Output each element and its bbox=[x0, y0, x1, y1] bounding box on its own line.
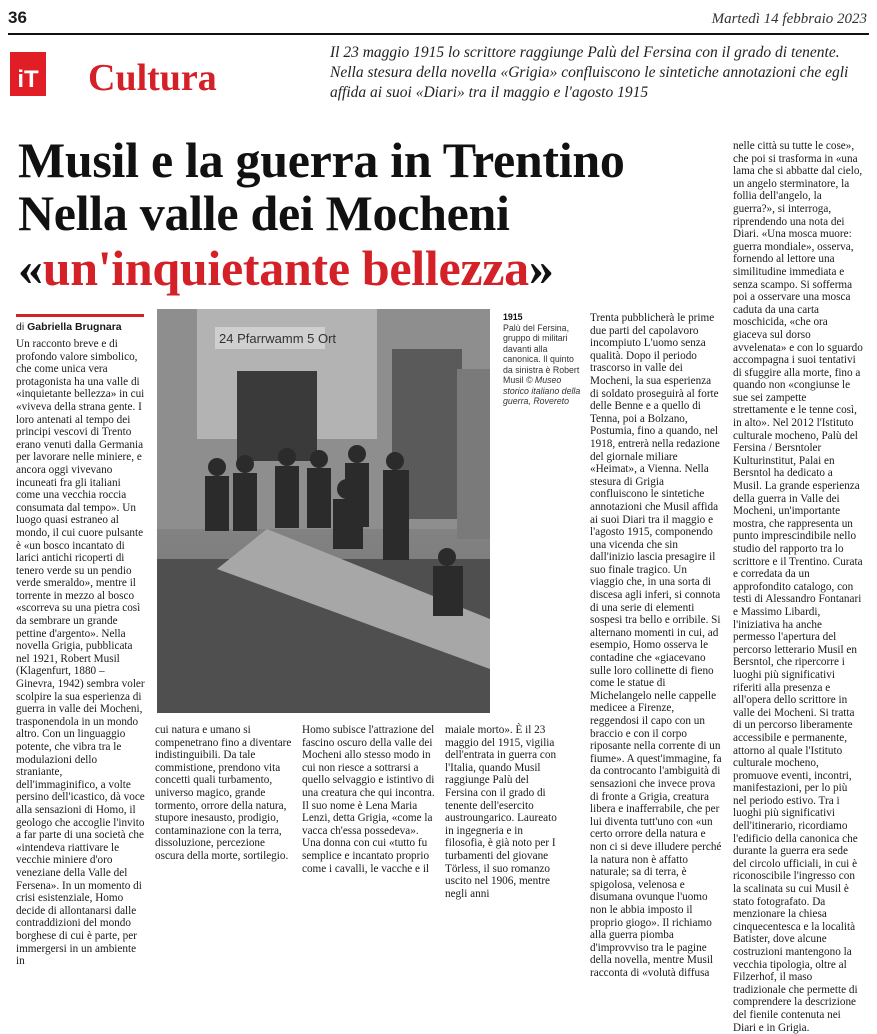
byline-prefix: di bbox=[16, 321, 25, 333]
headline-quote-close: » bbox=[528, 240, 554, 296]
historic-photo bbox=[157, 309, 490, 713]
issue-date: Martedì 14 febbraio 2023 bbox=[711, 11, 867, 27]
logo-text: iT bbox=[17, 66, 39, 93]
article-column-2: cui natura e umano si compenetrano fino a diventare indistinguibili. Da tale commistione, prendono vita concetti quali turbamento, universo magico, grande tormento, orrore della natura, stupore inesausto, prodigio, contaminazione con la terra, dissoluzione, percezione oscura della morte, sortilegio. bbox=[155, 724, 292, 862]
newspaper-logo bbox=[10, 52, 46, 96]
top-rule bbox=[8, 33, 869, 35]
article-column-5: Trenta pubblicherà le prime due parti del capolavoro incompiuto L'uomo senza qualità. Dopo il periodo trascorso in valle dei Mocheni, la sua esperienza di soldato proseguirà al forte delle Benne e a quello di Tenna, poi a Bolzano, Postumia, fino a quando, nel 1918, entrerà nella redazione del giornale miliare «Heimat», a Vienna. Nella stesura di Grigia confluiscono le sintetiche annotazioni che Musil affida ai suoi Diari tra il maggio e l'agosto 1915, componendo una vicenda che sin dall'inizio lascia presagire il suo finale tragico. Un viaggio che, in una sorta di discesa agli inferi, si connota di una serie di elementi sospesi tra bello e orribile. Si alternano momenti in cui, ad esempio, Homo osserva le contadine che «giacevano sulle loro collinette di fieno come le statue di Michelangelo nelle cappelle medicee a Firenze, reggendosi il capo con un braccio e con il corpo riposante nella corrente di un fiume». A quest'immagine, fa da controcanto l'ambiguità di sensazioni che invece prova di fronte a Grigia, creatura libera e inafferrabile, che per lui diventa tutt'uno con «un certo orrore della natura e non ci si deve illudere perché la natura non è affatto naturale; sa di terra, è spigolosa, velenosa e disumana ovunque l'uomo non le abbia imposto il proprio giogo». Il richiamo alla guerra piomba d'improvviso tra le pagine della novella, mentre Musil racconta di «volutà diffusa bbox=[590, 312, 722, 979]
caption-credit: © Museo storico italiano della guerra, Rovereto bbox=[503, 375, 581, 406]
article-column-1: Un racconto breve e di profondo valore simbolico, che come unica vera protagonista ha una valle di «inquietante bellezza» in cui «viveva della strana gente. I loro antenati al tempo dei principi vescovi di Trento erano venuti dalla Germania per lavorare nelle miniere, e ancora oggi vivevano incuneati fra gli italiani come una vecchia roccia consumata dal tempo». Un luogo quasi estraneo al mondo, il cui cuore pulsante è «un bosco incantato di larici antichi ricoperti di tenero verde su un pendio verde smeraldo», mentre il torrente in mezzo al bosco «scorreva su una pietra così da sembrare un grande pettine d'argento». Nella novella Grigia, pubblicata nel 1921, Robert Musil (Klagenfurt, 1880 – Ginevra, 1942) sembra voler scolpire la sua esperienza di guerra in valle dei Mocheni, trasponendola in un mondo altro. Con un linguaggio potente, che vibra tra le modulazioni dello straniante, dell'immaginifico, a volte persino dell'icastico, dà voce alla sensazioni di Homo, il geologo che accoglie l'invito a far parte di una società che «intendeva riattivare le vecchie miniere d'oro veneziane della Valle del Fersena». In un momento di crisi esistenziale, Homo decide di allontanarsi dalle contraddizioni del mondo borghese di cui è parte, per immergersi in un ambiente in bbox=[16, 338, 145, 968]
headline-line-3 bbox=[18, 240, 708, 296]
headline-line-1: Musil e la guerra in Trentino bbox=[18, 132, 625, 188]
byline-author: Gabriella Brugnara bbox=[27, 321, 122, 333]
article-column-4: maiale morto». È il 23 maggio del 1915, vigilia dell'entrata in guerra con l'Italia, quando Musil raggiunge Palù del Fersina con il grado di tenente dell'esercito austroungarico. Laureato in ingegneria e in filosofia, è già noto per I turbamenti del giovane Törless, il suo romanzo uscito nel 1906, mentre negli anni bbox=[445, 724, 557, 900]
article-column-6: nelle città su tutte le cose», che poi si trasforma in «una lama che si abbatte dal cielo, un angelo sterminatore, la follia dell'angelo, la guerra?», si interroga, riprendendo una nota dei Diari. «Una mosca muore: guerra mondiale», osserva, fornendo al lettore una similitudine immediata e senza scampo. Si sofferma poi a osservare una mosca caduta da una carta moschicida, «che ora giaceva sul dorso avvelenata» e con lo sguardo accompagna i suoi tentativi di sfuggire alla morte, fino a quando non «congiunse le sue sei zampette strettamente e le tenne così, in alto». Nel 2012 l'Istituto culturale mocheno, Palù del Fersina / Bersntoler Kulturinstitut, Palai en Bersntol ha dedicato a Musil. La grande esperienza della guerra in Valle dei Mocheni, un'importante mostra, che rappresenta un punto imprescindibile nello studio del rapporto tra lo scrittore e il Trentino. Curata e corredata da un approfondito catalogo, con testi di Alessandro Fontanari e Massimo Libardi, l'iniziativa ha anche permesso l'apertura del percorso letterario Musil en Bersntol, che ripercorre i luoghi più significativi riferiti alla presenza e all'opera dello scrittore in valle dei Mocheni. Si tratta di un percorso liberamente accessibile e permanente, attorno al quale l'Istituto culturale mocheno, promuove eventi, incontri, manifestazioni, per lo più nel periodo estivo. Tra i luoghi più significativi dell'itinerario, ricordiamo l'edificio della canonica che durante la guerra era sede del circolo ufficiali, in cui è riconoscibile l'ingresso con la scalinata su cui Musil è stato fotografato. Da menzionare la chiesa cinquecentesca e la località Batister, dove alcune costruzioni mantengono la vecchia tipologia, oltre al Filzerhof, il maso tradizionale che permette di comprendere la descrizione del fienile contenuta nei Diari e in Grigia. bbox=[733, 140, 863, 1034]
headline-red-phrase: un'inquietante bellezza bbox=[42, 240, 529, 296]
caption-text: Palù del Fersina, gruppo di militari davanti alla canonica. Il quinto da sinistra è Robert Musil bbox=[503, 322, 580, 385]
photo-caption bbox=[503, 312, 583, 407]
byline bbox=[16, 314, 144, 333]
page-number: 36 bbox=[8, 8, 27, 27]
headline-quote-open: « bbox=[18, 240, 43, 296]
kicker-text: Il 23 maggio 1915 lo scrittore raggiunge Palù del Fersina con il grado di tenente. Nella stesura della novella «Grigia» confluiscono le sintetiche annotazioni che egli affida ai suoi «Diari» tra il maggio e l'agosto 1915 bbox=[330, 44, 849, 101]
building-sign: 24 Pfarrwamm 5 Ort bbox=[219, 331, 337, 346]
headline-line-2: Nella valle dei Mocheni bbox=[18, 185, 510, 241]
article-column-3: Homo subisce l'attrazione del fascino oscuro della valle dei Mocheni allo stesso modo in cui non riesce a sottrarsi a quello selvaggio e istintivo di una creatura che qui incontra. Il suo nome è Lena Maria Lenzi, detta Grigia, «come la vacca ch'essa possedeva». Una donna con cui «tutto fu semplice e incantato proprio come i cavalli, le vacche e il bbox=[302, 724, 435, 875]
section-title: Cultura bbox=[88, 57, 217, 99]
caption-year: 1915 bbox=[503, 312, 523, 322]
